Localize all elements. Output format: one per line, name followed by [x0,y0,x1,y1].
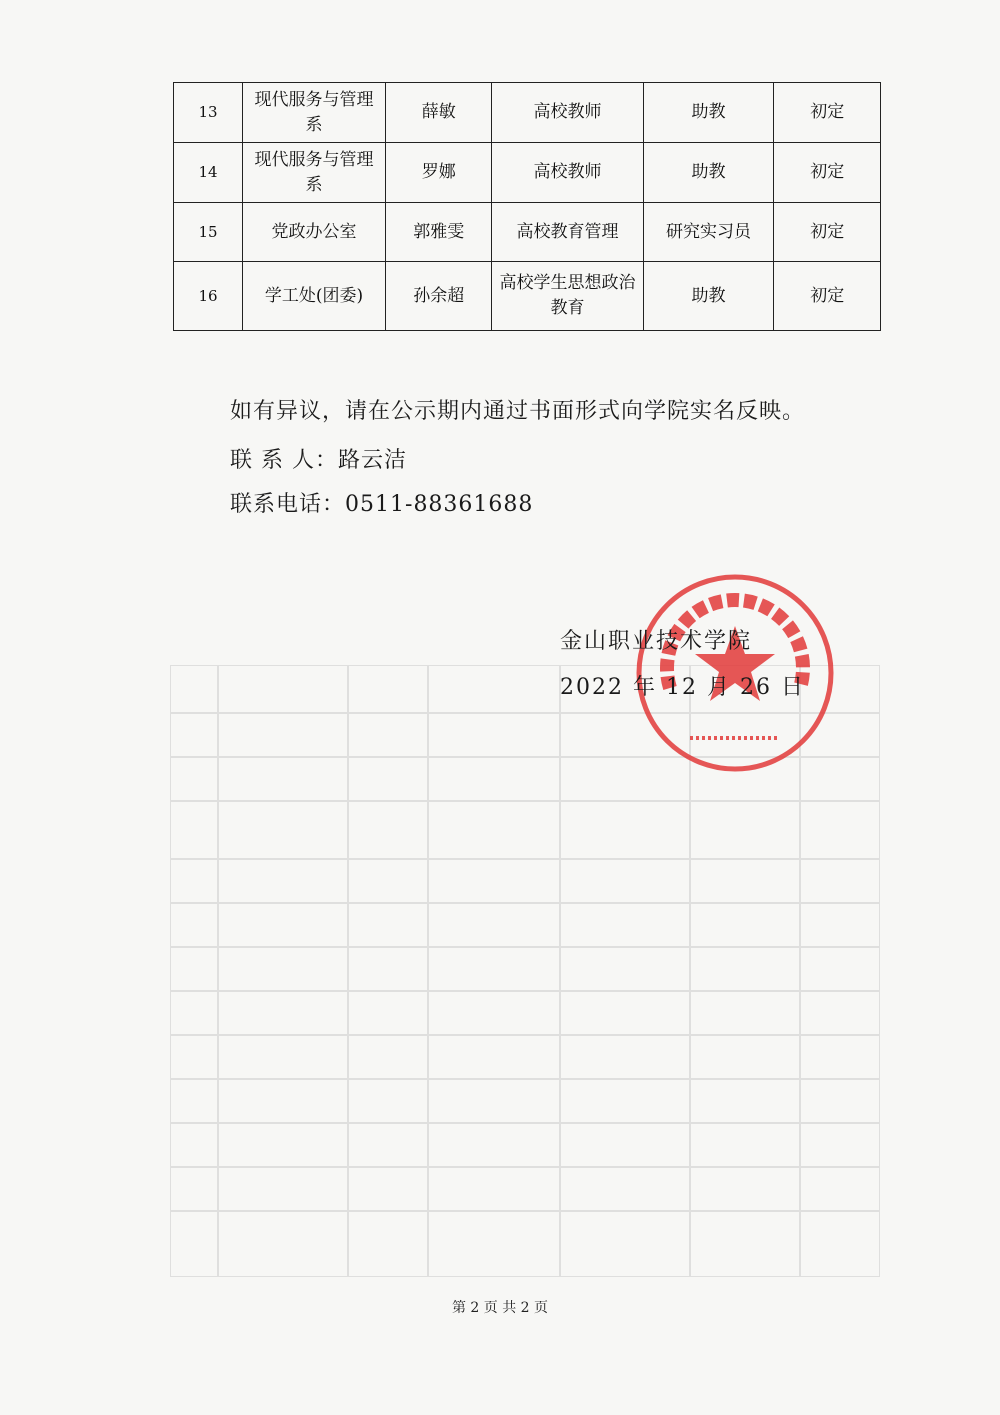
department-cell: 现代服务与管理系 [242,143,385,203]
status-cell: 初定 [774,203,881,262]
contact-phone-label: 联系电话： [230,492,346,517]
title-cell: 助教 [643,262,774,331]
personnel-table [173,82,881,331]
name-cell: 郭雅雯 [385,203,492,262]
contact-person-name: 路云洁 [338,448,408,473]
title-cell: 助教 [643,143,774,203]
contact-person-label: 联 系 人： [230,448,338,473]
position-type-cell: 高校学生思想政治教育 [492,262,643,331]
status-cell: 初定 [774,262,881,331]
status-cell: 初定 [774,83,881,143]
row-number: 16 [174,262,243,331]
table-row [174,203,881,262]
position-type-cell: 高校教师 [492,83,643,143]
page-number-footer: 第 2 页 共 2 页 [451,1300,549,1316]
objection-notice: 如有异议，请在公示期内通过书面形式向学院实名反映。 [230,399,806,424]
row-number: 13 [174,83,243,143]
department-cell: 现代服务与管理系 [242,83,385,143]
name-cell: 孙余超 [385,262,492,331]
department-cell: 党政办公室 [242,203,385,262]
row-number: 15 [174,203,243,262]
issue-date: 2022 年 12 月 26 日 [560,675,805,700]
row-number: 14 [174,143,243,203]
contact-phone-number: 0511-88361688 [345,492,534,517]
issuing-organization: 金山职业技术学院 [560,629,753,654]
title-cell: 研究实习员 [643,203,774,262]
title-cell: 助教 [643,83,774,143]
status-cell: 初定 [774,143,881,203]
name-cell: 薛敏 [385,83,492,143]
table-row [174,83,881,143]
name-cell: 罗娜 [385,143,492,203]
department-cell: 学工处(团委) [242,262,385,331]
position-type-cell: 高校教育管理 [492,203,643,262]
contact-person-line [230,443,407,474]
table-row [174,262,881,331]
contact-phone-line [230,487,533,518]
position-type-cell: 高校教师 [492,143,643,203]
table-row [174,143,881,203]
